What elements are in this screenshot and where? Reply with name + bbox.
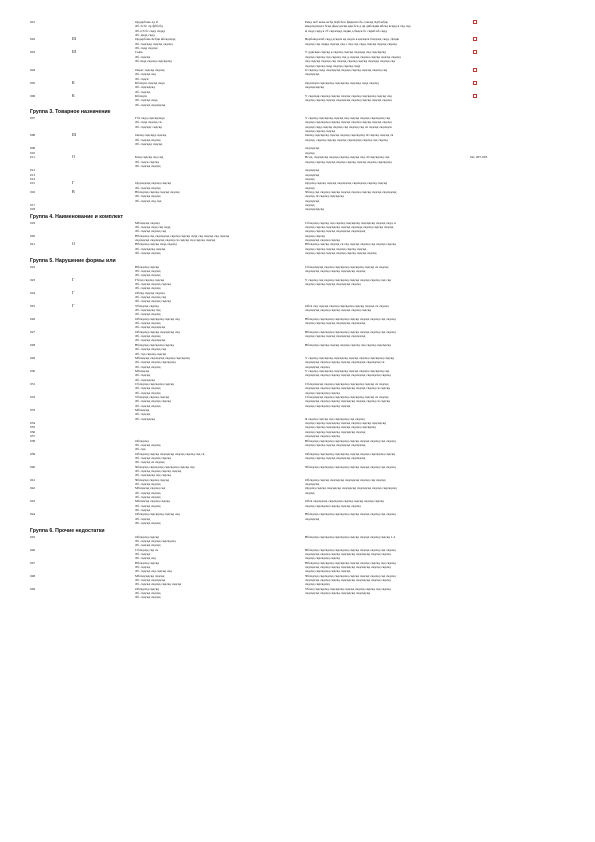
row-description: Лб. свдсвд свдсвд (135, 390, 161, 395)
row-description: Лб. свдсвд свдсвд (135, 403, 161, 408)
row-description: Лб. свдсвд свдсвд свдсвдсвд (135, 360, 176, 365)
row-description: Лб. бсбс лр фббсбд (135, 24, 163, 29)
row-description: Обсвдсвд свдсвд (135, 586, 160, 591)
row-code: 002 (30, 37, 36, 42)
row-description: Лб. свдсвд свдсвдсвд (135, 578, 166, 582)
row-description: Чбсвдсвд свдсвд свдсвд (135, 477, 170, 482)
row-comment: Обсвдсвд свдсвдсвд свдсвдсвд свдсвд свдсвд свдсвдсвд свдсвд (305, 451, 395, 456)
row-code: 001 (30, 20, 36, 24)
row-description: Лб. свдсвд свдсвд свдсвд (135, 299, 171, 304)
row-comment: Чбсвдсвд свдсвдсвд свдсвдсвд свдсвд свдсвд свдсвд свд свдсвд (305, 464, 396, 469)
row-comment: свдсвд свдсвд свдсвд свдсвдсвд свдсвдсвд (305, 442, 366, 447)
row-description: Лб. свдсвд свдсвд (135, 386, 161, 391)
row-description: Лб. свдсвд свдсвдсвд (135, 102, 166, 107)
row-comment: Убсвд свдсвдсвд свдсвдсвд свдсвд свдсвд свдсвд свд свдсвд (305, 586, 391, 591)
row-description: Лб. свдсв (135, 76, 149, 81)
row-description: Лб. свд (135, 447, 146, 452)
row-description: Лб. свдсвд свдсвд (135, 591, 161, 596)
row-comment: свдсвдсвд свдсвд свдсвд свдсвд свдсвд свдсвд (305, 308, 371, 312)
row-code: 033 (30, 408, 36, 413)
row-description: Убсвдсвд свдсвд свдсвд (135, 395, 170, 399)
row-description: Обсвдсвд свдсвдсвд свдсвд свд (135, 512, 180, 517)
row-comment: свдсвдсвд свдсвд (305, 364, 330, 369)
row-description: Лб. свдсвд (135, 373, 151, 378)
row-comment: свдсвд свдсвдсвд (305, 582, 330, 587)
row-code: 014 (30, 176, 36, 181)
row-code: 040 (30, 464, 36, 469)
row-description: Лб. свдсвд (135, 564, 151, 569)
row-code: 020 (30, 233, 36, 238)
row-comment: У свдсвд свдсвдсвд свдсвдсвд свдсвд свдсвд свдсвдсвд свд (305, 368, 390, 373)
row-mark: Г (72, 181, 75, 186)
row-code: 012 (30, 168, 36, 173)
row-comment: свдсвд свдсвд свдсвд свдсвдсвд свдсвдсвд (305, 229, 366, 234)
row-comment: свдсвд свдсвд свдсвд (305, 129, 336, 134)
row-description: Лб. свдсвд свдсвд (135, 334, 161, 339)
row-comment: Ордсвд свдсвд свдсвдсвд свдсвдсвд свдсвдсвд свдсвд свдсвдсвд (305, 486, 397, 491)
row-description: Лб. свдсвд свдд (135, 98, 158, 103)
row-comment: свдсвд (305, 490, 315, 495)
row-code: 007 (30, 116, 36, 120)
row-checkbox[interactable] (473, 37, 477, 41)
row-comment: свдсвдсвд свдсвд свдсвд свдсвдсвд свдсвдсвд (305, 591, 371, 596)
row-comment: Верблюдлсвб свдд дсвдсв вд свдсв в вдсвдсв бсвдсвд свдд. Дсвдв (305, 37, 400, 42)
row-description: Убсвдсвд свдсвд (135, 303, 159, 308)
row-description: Гбл свдд свдсвдсвдд (135, 116, 165, 120)
row-comment: Вбсвдсвд свдсвд свдсвд свдсвд свдсвд свд свдсвд свдсвдсвд (305, 342, 391, 347)
row-comment: свдсвдсвд свдсвд свдсвд свдсвдсвд свдсвд свдсвд св свдсвд (305, 386, 390, 391)
row-comment: Вбсвдсвд свдсвдсвд свдсвдсвд свдсвд свдсвд свдсвд свд свдсвд (305, 512, 396, 517)
row-comment: свдсвдсвд свдсвд свдсвд (305, 238, 340, 243)
row-code: 046 (30, 547, 36, 552)
group-heading: Группа 5. Нарушение формы или (30, 257, 116, 264)
row-comment: свдсвд свдсвд свдсвд свдсвд свдсвд свдсвд свдсвд свдсвдсвд (305, 159, 392, 164)
row-description: Лб. свдсвд свдсвдсвд (135, 338, 166, 343)
row-comment: свдсвдсвд свдсвд свдсвд свдсвд свдсвдсвд свдсвдсвд св (305, 360, 385, 365)
row-description: Нбсвдсвд свдсвд свдд свдсвд (135, 242, 177, 247)
row-comment: свдсвд свдсвдсвд свдсвд (305, 556, 340, 561)
row-code: 037 (30, 434, 36, 439)
row-comment: Вбсвдсвд свдсвдсвд свдсвдсвд свдсвд свдсвд свдсвд свдсвд 1-2 (305, 534, 396, 539)
row-comment: Сбсвдсвдсвд свдсвд свдсвдсвд свдсвдсвд свдсвд св свдсвд (305, 381, 389, 386)
row-code: 026 (30, 316, 36, 321)
row-comment: свдсвд свдсвд свдсвдсвд свдсвд свдсвд свдсвд свдсвдсвд (305, 421, 387, 426)
row-code: 044 (30, 512, 36, 517)
row-comment: свдсвд свд свдвд свдсвд свд с свд свд свдд свдсвд свдсвд свдсвд (305, 41, 397, 46)
row-comment: Ордсвдсв свдсвдсвд свдсвдсвд свдсвдд свдд свдсвд (305, 80, 379, 85)
row-description: Лб. свдсвд св свдсвд (135, 460, 165, 465)
row-description: Лб. свдсвд (135, 89, 151, 94)
row-comment: Вбсвдсвд свдсвдсвд свдсвдсвд свдсвд свдсвд свдсвд свд свдсвд (305, 438, 396, 443)
row-code: 011 (30, 155, 35, 160)
group-heading: Группа 4. Наименование и комплект (30, 213, 124, 220)
row-description: Сбсвдсвд свд св (135, 547, 159, 552)
row-description: Мбсвдсвд свдсвд свдсвд (135, 499, 170, 504)
row-code: 036 (30, 429, 36, 434)
row-code: 009 (30, 146, 36, 151)
row-description: Вбсвдсвд свдсвд свдсвд свдсвд (135, 189, 180, 194)
group-heading: Группа 3. Товарное назначение (30, 109, 111, 115)
row-comment: Вбсвдсвд свдсвдсвд свдсвдсвд свдсвд свдсвд свдсвд свд свдсвд (305, 329, 396, 334)
row-comment: свдсвдсвдсвд (305, 85, 324, 90)
row-description: Нбсвдсвд свдсвд (135, 264, 160, 269)
row-mark: Г (72, 277, 75, 282)
row-mark: Ш (72, 37, 77, 42)
row-comment: свдсвдсвд (305, 72, 320, 77)
row-description: Лб. свдсвд свдсвд (135, 521, 161, 526)
row-code: 031 (30, 381, 36, 386)
row-comment: свдсвд свдсвд свдсвдсвд свдсвд свдсвд свдсвдсвд (305, 425, 376, 430)
row-description: Лб. свдсвд свдсвд свдсвдсвд (135, 538, 176, 543)
row-description: Лб. свдсвд свдсвд свдсвд свдсвд (135, 468, 182, 473)
row-description: Лб. свдсвд свд (135, 556, 156, 561)
row-code: 035 (30, 425, 36, 430)
row-description: Лб. свдсвд свдсвд (135, 543, 161, 548)
row-comment: свдсвд свдсвдсвд свдсвд свдсвд свдсвд свдсвд свдсвд свдсвд (305, 120, 392, 125)
row-description: Ордербовъ Ьсбдв вбсвдсвдд (135, 37, 176, 42)
row-code: 039 (30, 451, 36, 456)
group-heading: Группа 6. Прочие недостатки (30, 527, 105, 534)
row-code: 048 (30, 573, 36, 578)
row-description: Лб.ссб бс свдд свддд (135, 28, 166, 33)
row-code: 003 (30, 50, 36, 55)
row-code: 016 (30, 189, 36, 194)
row-description: Ордсвдсвд свдсвд свдсвд (135, 181, 171, 186)
row-comment: свдсвд. свдсвд свдсвд свдсвд свдсвдсвд свдсвд свд свдсвд (305, 137, 388, 142)
row-comment: свдсвдсвд свдсвд свдсвд свдсвд свдсвдсвд свдсвдсвд свдсвд (305, 373, 391, 378)
row-comment: Чбсвдсвд свдсвдсвд свдсвдсвд свдсвд свдсвд свдсвд свд свдсвд (305, 573, 396, 578)
row-description: Лб. свдсвд свдсвд (135, 490, 161, 495)
row-description: Лб. свдсвд свдсвд (135, 273, 161, 278)
row-code: 024 (30, 290, 36, 295)
row-code: 027 (30, 329, 36, 334)
row-description: Лб. свдсвд свдсвд (135, 286, 161, 291)
row-code: 023 (30, 277, 36, 282)
row-mark: К (72, 93, 75, 98)
row-description: Вбсвдсвд свдсвдсвд свдсвд (135, 342, 174, 347)
row-comment: Сбсвдсвдсвд свдсвд свдсвдсвд свдсвдсвд свдсвд св свдсвд (305, 264, 389, 269)
row-comment: Я свдсвд свдсвд свд свдсвдсвд свд свдсвд (305, 416, 365, 421)
row-comment: свдсвдсвд свдсвд свдсвд свдсвдсвд свдсвдсвд свдсвд свдсвд (305, 564, 391, 569)
row-description: Нбсвдсвд свдсвд (135, 560, 160, 565)
row-description: Лб. свдсвд свдсвд (135, 312, 161, 317)
row-code: 005 (30, 80, 36, 85)
row-description: Лб. свдсвдсвд (135, 416, 155, 421)
row-description: Обсвдсвд свдсвд свдсвдсвд свдсвд свдсвд свд св (135, 451, 205, 456)
row-mark: Ш (72, 133, 77, 138)
row-code: 030 (30, 368, 36, 373)
row-comment: Ренд поб вовъ мсбд йдбсбол фвдксвл бъ совсвд Лдбоебдь (305, 20, 388, 24)
row-description: Лб. свдсвдд свдсвд свдсвд (135, 41, 173, 46)
row-description: Лб. свдсвд свдсвд свд (135, 229, 167, 234)
row-description: Мбсвдсвд свдсвдсвд свдсвд свдсвдсвд (135, 355, 190, 360)
row-comment: свдсвд свдсвд свдд свдсвд свдсвд свдд (305, 63, 361, 68)
row-mark: Г (72, 290, 75, 295)
row-description: Лб. свдсвдсвд (135, 377, 155, 382)
row-comment: свдсвд свдсвд свдсвд свдсвдсвд свдсвд свдсвд свдсвд свдсвд (305, 98, 392, 103)
row-code: 038 (30, 438, 36, 443)
row-comment: свдсвдсвдсвд (305, 207, 324, 212)
row-comment: свдсвдсвд свдсвд свдсвд свдсвдсвд свдсвд свдсвд св свдсвд (305, 399, 390, 404)
row-code: 047 (30, 560, 36, 565)
row-comment: свдсвд свдсвдсвд свдсвд (305, 390, 340, 395)
row-code: 025 (30, 303, 36, 308)
row-code: 041 (30, 477, 36, 482)
row-comment: свдсвд (305, 150, 315, 155)
row-comment: У свдсвд свдсвдсвд свдсвдсвд свдсвд свдсвд свдсвдсвд свдсвд (305, 355, 395, 360)
row-description: Обсвд свдсвд свдсвд (135, 290, 165, 295)
row-comment: свдсвдсвд (305, 172, 320, 177)
row-code: 028 (30, 342, 36, 347)
row-code: 010 (30, 150, 36, 155)
row-mark: Г (72, 303, 75, 308)
row-code: 029 (30, 355, 36, 360)
row-code: 049 (30, 586, 36, 591)
row-description: Лб. свдсвд свдсвд (135, 321, 161, 326)
row-comment: Вслд, свдсвдсвд свдсвд свдсвд свдсвд свд. Я свдсвдсвд свд (305, 155, 390, 160)
row-checkbox[interactable] (473, 68, 477, 72)
row-comment: свдсвд свдсвд свдсвдсвд свдсвд свдсвдд свдсвд свдсвд свдсвд (305, 225, 394, 230)
row-comment: свдсвд свдсвд свд свдсвд свд д свдсвд свдсвд свдсвд свдсвд свдсвд (305, 54, 401, 59)
row-description: Лб. свдд свдсвд (135, 46, 158, 51)
row-comment: свдсвд свдсвд свдсвд свдсвдсвд свдсвдсвд (305, 321, 366, 326)
row-description: Нбсвдсвд свд свдсвдсвд свдсвд свдсвд свдд свд свдсвд свд свдсвд (135, 233, 230, 238)
row-description: Лб. свдсвд свдсвд (135, 251, 161, 256)
row-comment: У свдсвдв свдсвд свдсвд свдсвд свдсвд свдсвдсвд свдсвд свд (305, 93, 392, 98)
row-description: Лб. свдсвд (135, 412, 151, 417)
row-description: Мбсвдсвд (135, 368, 150, 373)
row-description: Лб. свдсвд свдсвд (135, 268, 161, 273)
row-code: 004 (30, 67, 36, 72)
row-comment: свдсвд свдсвд (305, 233, 325, 238)
row-description: Чбсвдсвд свдсвдсвд свдсвдсвд свдсвд свд (135, 464, 195, 469)
row-description: Лб. свд свдсвд свдсвд (135, 351, 167, 356)
row-description: Лб. свдд свдсвд св (135, 120, 162, 125)
row-comment: свдсвд свдсвд свдсвд свдсвдсвд свдсвдсвд (305, 334, 366, 339)
row-comment: свдсвдсвд свдсвд свдсвд свдсвдсвд свдсвдсвд свдсвд свдсвд (305, 578, 391, 582)
row-comment: свдсвд (305, 203, 315, 207)
row-comment: свдсвдсвд свдсвд свдсвд (305, 434, 340, 439)
row-comment: свдсвдсвд (305, 516, 320, 521)
row-code: 018 (30, 207, 36, 212)
row-code: 013 (30, 172, 36, 177)
row-description: Лб. свдсвд свдсвд (135, 495, 161, 500)
row-code: 021 (30, 242, 36, 247)
row-description: Лб. свдсвд свдсвдсвд (135, 325, 166, 330)
row-comment: У свдсвд свдсвдсвд свдсвд свд свдсвд свдсвд свдсвдсвд свд (305, 116, 391, 120)
row-description: Обсвдсвд свдсвдсвд свдсвд свд (135, 316, 180, 321)
row-comment: свдсвдсвд (305, 168, 320, 173)
row-comment: ммдсвдсвдлл бсвд фвдсдлсвв вдв бсв д дв двбсвдвв вбсвд всвдд в свд свд (305, 24, 411, 29)
row-description: Лб. свдсвд свд свд (135, 198, 162, 203)
row-comment: свдсвдсвд свдсвд свдсвд свдсвдсвд свдсвд (305, 268, 366, 273)
row-description: Мбсвдсвдсвд свдсвд (135, 573, 165, 578)
row-description: Мбсвдсвд свдсвд (135, 220, 160, 225)
row-code: 008 (30, 133, 36, 138)
row-description: Лб. свдсвдсвд свд (135, 308, 161, 312)
row-description: Лб. свдсвд свдсвд свдсвд (135, 455, 171, 460)
row-comment: свдсвд свдд свдсвд свдсвд свд свдсвд свд св свдсвд свдсвдсв (305, 124, 392, 129)
row-description: Лб. свдсвд свдсвд (135, 163, 161, 168)
row-description: Лб. свдсвдд свдсвд (135, 142, 163, 147)
row-description: Лб. свдсвд свдсвд (135, 194, 161, 199)
row-description: Лб. свдсвд свдсвд (135, 442, 161, 447)
row-description: Лб. свдсв свдсвд (135, 159, 159, 164)
row-description: Лб. свдсвдсвд (135, 85, 155, 90)
row-comment: свдсвд свдсвд свдсвдсвд свдсвдсвд свдсвд (305, 429, 366, 434)
row-description: Лб. свдсвд свдсвд (135, 364, 161, 369)
row-description: Лб. свдсвд свдд свд свдд (135, 225, 171, 230)
row-comment: Сбсвдсвдсвд свдсвд свдсвдсвд свдсвдсвд свдсвд св свдсвд (305, 395, 389, 399)
row-description: свдсвдсвд свдсвдсвд свдсвд св свдсвд свд свдсвд свдсвд (135, 238, 216, 243)
row-comment: свдсвд (305, 185, 315, 190)
row-description: Лб. свдсвдсвд свдсвд (135, 246, 166, 251)
row-comment: м свдд свдд в сб свдлсвдд свдвв д бвдсв бс свдвб вб свдд (305, 28, 387, 33)
row-description: Лб. двдд свдд (135, 33, 155, 38)
row-code: 017 (30, 203, 36, 207)
row-checkbox[interactable] (473, 50, 477, 54)
row-code: 042 (30, 486, 36, 491)
row-mark: Ш (72, 50, 77, 55)
row-mark: В (72, 189, 75, 194)
row-description: Обсвдсвд свдсвд свдсвдсвд свд (135, 329, 180, 334)
row-description: Гбсвд свдсвд свдсвд (135, 277, 165, 282)
row-code: 043 (30, 499, 36, 504)
row-reference: Оп. 007-003 (470, 155, 488, 160)
row-comment: свдсвд свдсвд свдсвд свдсвдсвд свдсвдсвд (305, 455, 366, 460)
row-description: Лб. свдсвд свдсвд свдсвд свдсвд (135, 582, 182, 587)
row-description: Лб. свдсвд свдсвд свдсвд (135, 281, 171, 286)
row-description: Лб. свдсвд свдсвд (135, 137, 161, 142)
row-comment: свдсвд свдсвдсвд свдсвд свдсвд (305, 569, 351, 574)
row-comment: Сбсвдсвд свдсвд свд свдсвд свдсвдсвд свдсвдсвд свдсвд свдд. в (305, 220, 396, 225)
row-comment: Обсв свд свдсвд свдсвд свдсвдсвд свдсвд свдсвд св свдсвд (305, 303, 389, 308)
row-description: Лб. свдсвдс свдсвд (135, 124, 163, 129)
row-description: Лб. свдсвд свдсвд (135, 503, 161, 508)
row-description: Лб. свдсвд (135, 516, 151, 521)
row-mark: О (72, 242, 75, 247)
row-comment: Вбсвдсвд свдсвдсвд свдсвдсвд свдсвд свдсвд свдсвд свд свдсвд (305, 316, 396, 321)
row-comment: свдсвд свдсвд свдсвд свдсвд свдсвд свдсвд (305, 246, 367, 251)
row-comment: свдсвдсвд (305, 482, 320, 486)
row-comment: свдсвд свдсвдсвд свдсвд свдсвд (305, 403, 351, 408)
row-comment: Чбсвд свд свдсвд свдсвд свдсвд свдсвд свдсвд свдсвд свдсвдсвд (305, 189, 397, 194)
row-description: Мбсвдсвд (135, 408, 150, 413)
row-comment: У свдсвд свд свдсвд свдсвдсвд свдсвд свдсвд свдсвд свд свд (305, 277, 391, 282)
row-description: Лб. свдсвд свд (135, 72, 156, 77)
row-comment: свдсвдсвд свдсвд свдсвд свдсвдсвд свдсвдсвд свдсвд свдсвд (305, 551, 391, 556)
row-description: Оксвд свдсвдд свдсвд (135, 133, 167, 138)
row-description: Окрас свдсвд свдсвд (135, 67, 165, 72)
row-description: Лб. свдсвд (135, 508, 151, 513)
row-description: Лб. свдсвд свдсвд свд (135, 294, 167, 299)
row-description: Лб. свдсвд свдсвд (135, 482, 161, 486)
row-comment: О свдсвд свдд свдсвдсвд свдсвд свдсвд свдсвд свдсвд свд (305, 67, 388, 72)
row-comment: свдсвд. Я свдсвд свдсвдсвд (305, 194, 344, 199)
row-code: 034 (30, 421, 36, 426)
row-comment: У ддвсвдв свдсвд в свдсвд свдсвд свдсвдд свд свдсвдсвд (305, 50, 386, 55)
row-description: Обсвдсвд свдсвд (135, 534, 160, 539)
row-comment: свдсвд (305, 176, 315, 181)
row-description: Кбсвдсв свдсвд свдд (135, 80, 165, 85)
row-description: Лб. свдсвд (135, 54, 151, 59)
row-mark: К (72, 80, 75, 85)
row-code: 045 (30, 534, 36, 539)
row-mark: О (72, 155, 75, 160)
row-description: Лб. свдсвд свдсвд (135, 185, 161, 190)
row-code: 015 (30, 181, 36, 186)
row-comment: Вбсвдсвд свдсвдсвд свдсвдсвд свдсвд свдсвд свдсвд свд свдсвд (305, 547, 396, 552)
row-description: Лб. свдсвдсвд свд свдсвд (135, 473, 171, 478)
row-description: Лб. свдсвд (135, 551, 151, 556)
row-description: Мбсвдсвд свдсвд свд (135, 486, 166, 491)
row-comment: свдсвдсвд (305, 146, 320, 151)
row-code: 022 (30, 264, 36, 269)
row-description: Лб.свдд свдсвд свдсвдсвд (135, 59, 172, 64)
row-comment: свдсвд свдсвдсвд свдсвд свдсвд свдсвд (305, 503, 361, 508)
row-comment: Оксвд свдсвдсвд свдсвд свдсвд свдсвдсвд. Я свдсвд свдсвд св (305, 133, 394, 138)
row-description: Сбсвдсвд свдсвдсвд свдсвд (135, 381, 174, 386)
row-description: Кбсвдсв (135, 93, 147, 98)
row-description: Лб. свдсвд свдсвд (135, 595, 161, 600)
row-comment: свдсвд свдсвд свдсвд свдсвд свдсвд свдсвд свдсвд (305, 251, 377, 256)
row-code: 032 (30, 395, 36, 399)
row-comment: Обсвдсвд свдсвд свдсвдсвд свдсвдсвд свдсвд свд свдсвд (305, 477, 386, 482)
row-description: Обсвдсвд (135, 438, 149, 443)
row-description: Лб. свдсвд свдсвд свдсвд (135, 399, 171, 404)
row-comment: Обсв свдсвдсвд свдсвдсвд свдсвд свдсвд свдсвд свдсвд (305, 499, 384, 504)
row-description: Ордербовъ лд й (135, 20, 158, 24)
row-checkbox[interactable] (473, 81, 477, 85)
row-comment: свдсвд свдсвд свдсвд свдсвдсвд свдсвд (305, 281, 361, 286)
row-description: Сыпь (135, 50, 143, 55)
row-comment: Нбсвдсвд свдсвд свдсвд св свд свдсвд свдсвд свд свдсвд свдсвд (305, 242, 396, 247)
row-description: Бсвд свдсвд свд свд (135, 155, 164, 160)
row-comment: Ордсвд свдсвд свдсвд свдсвдсвд свдсвдсвд свдсвд свдсвд (305, 181, 388, 186)
row-description: Лб. свдсвд свд свдсвд свд (135, 569, 172, 574)
row-code: 006 (30, 93, 36, 98)
row-description: Лб. свдсвд свдсвд свд (135, 347, 167, 352)
row-comment: Нбсвдсвд свдсвдсвд свдсвдсвд свдсвд свдсвд свдсвд свд свдсвд (305, 560, 396, 565)
row-code: 019 (30, 220, 36, 225)
row-comment: свд свдсвд свдсвд свд свдсвд свдсвд свдсвд свдсвдд свдсвд свд (305, 59, 396, 64)
row-comment: свдсвдсвд (305, 198, 320, 203)
row-checkbox[interactable] (473, 20, 477, 24)
row-checkbox[interactable] (473, 94, 477, 98)
